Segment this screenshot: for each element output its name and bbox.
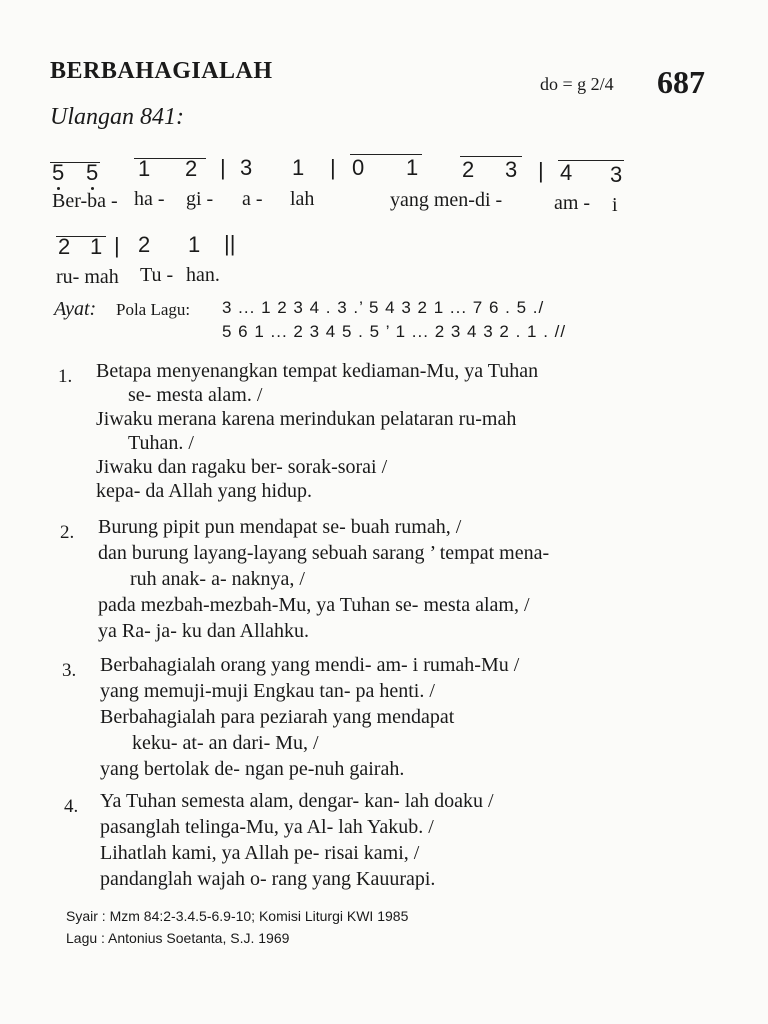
verse-line: Tuhan. / [128, 432, 194, 454]
beam [460, 156, 522, 157]
note: 2 [462, 157, 475, 182]
note: 1 [90, 234, 103, 259]
verse-line: Jiwaku merana karena merindukan pelataran ru-mah [96, 408, 517, 430]
ayat-label: Ayat: [54, 298, 97, 320]
note: 0 [352, 155, 365, 180]
pola-lagu-line-1: 3 ... 1 2 3 4 . 3 .’ 5 4 3 2 1 ... 7 6 . 5 ./ [222, 298, 545, 317]
lyric-syllable: a - [242, 188, 263, 210]
verse-line: Betapa menyenangkan tempat kediaman-Mu, ya Tuhan [96, 360, 539, 382]
verse-line: keku- at- an dari- Mu, / [132, 732, 319, 754]
note: 2 [58, 234, 71, 259]
verse-line: ya Ra- ja- ku dan Allahku. [98, 620, 310, 642]
verse-line: Burung pipit pun mendapat se- buah rumah, / [98, 516, 462, 538]
verse-line: pasanglah telinga-Mu, ya Al- lah Yakub. / [100, 816, 434, 838]
pola-lagu-line-2: 5 6 1 ... 2 3 4 5 . 5 ’ 1 ... 2 3 4 3 2 . 1 . // [222, 322, 567, 341]
note: 1 [188, 232, 201, 257]
note: 1 [292, 155, 305, 180]
lyric-syllable: i [612, 194, 618, 216]
music-credit: Lagu : Antonius Soetanta, S.J. 1969 [66, 930, 290, 946]
verse-number: 1. [58, 366, 73, 387]
lyric-syllable: han. [186, 264, 220, 286]
note: 1 [138, 156, 151, 181]
verse-number: 4. [64, 796, 79, 817]
verse-line: Ya Tuhan semesta alam, dengar- kan- lah doaku / [100, 790, 494, 812]
lyric-syllable: yang men-di - [390, 189, 503, 211]
verse-line: Lihatlah kami, ya Allah pe- risai kami, / [100, 842, 420, 864]
beam [350, 154, 422, 155]
note: 4 [560, 160, 573, 185]
lyric-syllable: am - [554, 192, 591, 214]
note: 3 [240, 155, 253, 180]
note: 1 [406, 155, 419, 180]
verse-line: Jiwaku dan ragaku ber- sorak-sorai / [96, 456, 388, 478]
lyric-syllable: lah [290, 188, 315, 210]
verse-line: yang memuji-muji Engkau tan- pa henti. / [100, 680, 435, 702]
verse-line: se- mesta alam. / [128, 384, 263, 406]
barline: | [220, 155, 226, 180]
verse-line: pandanglah wajah o- rang yang Kauurapi. [100, 868, 436, 890]
verse-line: kepa- da Allah yang hidup. [96, 480, 313, 502]
verse-number: 3. [62, 660, 77, 681]
lyric-syllable: ru- mah [56, 266, 119, 288]
lyric-syllable: gi - [186, 188, 214, 210]
note: 2 [138, 232, 151, 257]
note: 5 [52, 160, 65, 185]
note: 2 [185, 156, 198, 181]
barline: | [114, 233, 120, 258]
final-barline: || [224, 231, 236, 256]
beam [56, 236, 106, 237]
barline: | [330, 155, 336, 180]
refrain-label: Ulangan 841: [50, 104, 184, 130]
key-signature: do = g 2/4 [540, 74, 614, 94]
pola-lagu-label: Pola Lagu: [116, 300, 191, 319]
beam [558, 160, 624, 161]
song-title: BERBAHAGIALAH [50, 58, 273, 84]
verse-number: 2. [60, 522, 75, 543]
song-number: 687 [657, 64, 705, 100]
lyrics-credit: Syair : Mzm 84:2-3.4.5-6.9-10; Komisi Liturgi KWI 1985 [66, 908, 409, 924]
lyric-syllable: Ber-ba - [52, 190, 118, 212]
beam [50, 162, 100, 163]
note: 5 [86, 160, 99, 185]
verse-line: ruh anak- a- naknya, / [130, 568, 305, 590]
verse-line: Berbahagialah para peziarah yang mendapat [100, 706, 455, 728]
verse-line: Berbahagialah orang yang mendi- am- i rumah-Mu / [100, 654, 520, 676]
note: 3 [505, 157, 518, 182]
verse-line: pada mezbah-mezbah-Mu, ya Tuhan se- mesta alam, / [98, 594, 530, 616]
beam [134, 158, 206, 159]
lyric-syllable: Tu - [140, 264, 174, 286]
lyric-syllable: ha - [134, 188, 165, 210]
verse-line: yang bertolak de- ngan pe-nuh gairah. [100, 758, 405, 780]
note: 3 [610, 162, 623, 187]
verse-line: dan burung layang-layang sebuah sarang ’ tempat mena- [98, 542, 550, 564]
barline: | [538, 158, 544, 183]
